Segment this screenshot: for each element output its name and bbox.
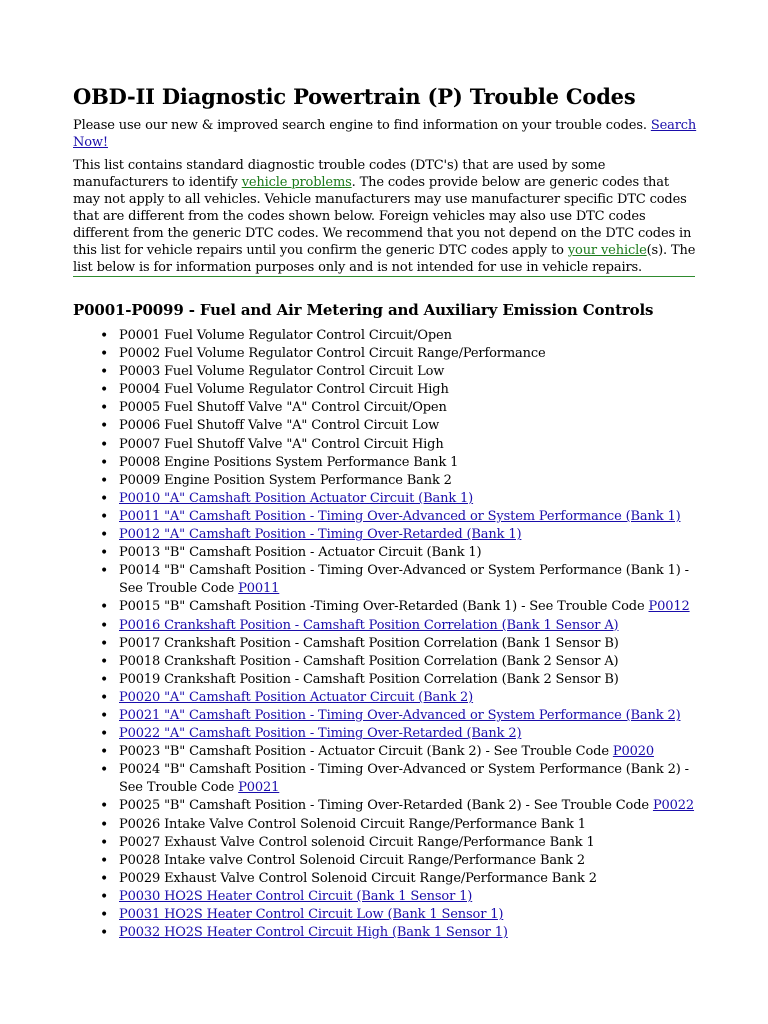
disclaimer-text-3: (s). The list below is for information purposes only and is not intended for use in vehicle repairs. <box>73 243 696 275</box>
your-vehicle-link[interactable]: your vehicle <box>567 243 647 258</box>
list-item <box>100 381 700 399</box>
trouble-code-link[interactable]: P0032 HO2S Heater Control Circuit High (Bank 1 Sensor 1) <box>119 925 508 941</box>
trouble-code-text: P0003 Fuel Volume Regulator Control Circuit Low <box>119 364 445 380</box>
trouble-code-text: P0019 Crankshaft Position - Camshaft Position Correlation (Bank 2 Sensor B) <box>119 671 619 687</box>
trouble-code-link[interactable]: P0010 "A" Camshaft Position Actuator Circuit (Bank 1) <box>119 490 474 506</box>
trouble-code-text: P0023 "B" Camshaft Position - Actuator Circuit (Bank 2) - See Trouble Code <box>119 744 613 760</box>
intro-paragraph <box>73 117 698 151</box>
intro-text: Please use our new & improved search engine to find information on your trouble codes. <box>73 118 647 133</box>
list-item <box>100 653 700 671</box>
list-item <box>100 562 700 598</box>
list-item <box>100 725 700 743</box>
trouble-code-text: P0027 Exhaust Valve Control solenoid Circuit Range/Performance Bank 1 <box>119 834 595 850</box>
list-item <box>100 888 700 906</box>
trouble-code-text: P0006 Fuel Shutoff Valve "A" Control Circuit Low <box>119 418 440 434</box>
list-item <box>100 797 700 815</box>
list-item <box>100 508 700 526</box>
list-item <box>100 671 700 689</box>
list-item <box>100 363 700 381</box>
trouble-code-link[interactable]: P0021 "A" Camshaft Position - Timing Over-Advanced or System Performance (Bank 2) <box>119 707 681 723</box>
page-title: OBD-II Diagnostic Powertrain (P) Trouble Codes <box>73 84 636 109</box>
trouble-code-text: P0017 Crankshaft Position - Camshaft Position Correlation (Bank 1 Sensor B) <box>119 635 619 651</box>
trouble-code-list <box>100 327 700 942</box>
list-item <box>100 852 700 870</box>
trouble-code-text: P0002 Fuel Volume Regulator Control Circuit Range/Performance <box>119 346 546 362</box>
list-item <box>100 870 700 888</box>
trouble-code-link[interactable]: P0011 "A" Camshaft Position - Timing Over-Advanced or System Performance (Bank 1) <box>119 508 681 524</box>
trouble-code-text: P0026 Intake Valve Control Solenoid Circuit Range/Performance Bank 1 <box>119 816 586 832</box>
list-item <box>100 454 700 472</box>
see-trouble-code-link[interactable]: P0021 <box>238 780 280 796</box>
list-item <box>100 345 700 363</box>
list-item <box>100 924 700 942</box>
trouble-code-text: P0029 Exhaust Valve Control Solenoid Circuit Range/Performance Bank 2 <box>119 870 597 886</box>
trouble-code-text: P0007 Fuel Shutoff Valve "A" Control Circuit High <box>119 436 444 452</box>
search-now-link[interactable]: Search Now! <box>73 118 697 150</box>
trouble-code-text: P0018 Crankshaft Position - Camshaft Position Correlation (Bank 2 Sensor A) <box>119 653 619 669</box>
trouble-code-text: P0013 "B" Camshaft Position - Actuator Circuit (Bank 1) <box>119 545 482 561</box>
trouble-code-link[interactable]: P0016 Crankshaft Position - Camshaft Position Correlation (Bank 1 Sensor A) <box>119 617 619 633</box>
list-item <box>100 544 700 562</box>
list-item <box>100 472 700 490</box>
list-item <box>100 707 700 725</box>
see-trouble-code-link[interactable]: P0011 <box>238 581 280 597</box>
list-item <box>100 490 700 508</box>
list-item <box>100 598 700 616</box>
trouble-code-link[interactable]: P0022 "A" Camshaft Position - Timing Over-Retarded (Bank 2) <box>119 726 522 742</box>
trouble-code-text: P0004 Fuel Volume Regulator Control Circuit High <box>119 382 449 398</box>
trouble-code-text: P0014 "B" Camshaft Position - Timing Over-Advanced or System Performance (Bank 1) - See Trouble Code <box>119 563 689 597</box>
see-trouble-code-link[interactable]: P0012 <box>648 599 690 615</box>
list-item <box>100 436 700 454</box>
trouble-code-link[interactable]: P0030 HO2S Heater Control Circuit (Bank 1 Sensor 1) <box>119 888 473 904</box>
disclaimer-text-1: This list contains standard diagnostic trouble codes (DTC's) that are used by some manufacturers to identify <box>73 158 606 190</box>
trouble-code-link[interactable]: P0020 "A" Camshaft Position Actuator Circuit (Bank 2) <box>119 689 474 705</box>
trouble-code-text: P0008 Engine Positions System Performance Bank 1 <box>119 454 459 470</box>
list-item <box>100 399 700 417</box>
trouble-code-text: P0025 "B" Camshaft Position - Timing Over-Retarded (Bank 2) - See Trouble Code <box>119 798 653 814</box>
disclaimer-paragraph <box>73 157 698 276</box>
trouble-code-link[interactable]: P0031 HO2S Heater Control Circuit Low (Bank 1 Sensor 1) <box>119 907 504 922</box>
section-divider <box>73 276 695 277</box>
trouble-code-link[interactable]: P0012 "A" Camshaft Position - Timing Over-Retarded (Bank 1) <box>119 527 522 543</box>
vehicle-problems-link[interactable]: vehicle problems <box>241 175 352 190</box>
trouble-code-text: P0015 "B" Camshaft Position -Timing Over-Retarded (Bank 1) - See Trouble Code <box>119 599 649 615</box>
list-item <box>100 743 700 761</box>
list-item <box>100 906 700 924</box>
trouble-code-text: P0009 Engine Position System Performance Bank 2 <box>119 472 452 488</box>
list-item <box>100 834 700 852</box>
see-trouble-code-link[interactable]: P0020 <box>612 744 654 760</box>
list-item <box>100 635 700 653</box>
list-item <box>100 689 700 707</box>
section-title: P0001-P0099 - Fuel and Air Metering and Auxiliary Emission Controls <box>73 301 654 319</box>
list-item <box>100 761 700 797</box>
list-item <box>100 526 700 544</box>
list-item <box>100 327 700 345</box>
disclaimer-text-2: . The codes provide below are generic codes that may not apply to all vehicles. Vehicle manufacturers may use manufacturer specific DTC codes that are different from the codes shown below. Foreign vehicles may also use DTC codes different from the generic DTC codes. We recommend that you not depend on the DTC codes in this list for vehicle repairs until you confirm the generic DTC codes apply to <box>73 175 692 258</box>
list-item <box>100 417 700 435</box>
trouble-code-text: P0024 "B" Camshaft Position - Timing Over-Advanced or System Performance (Bank 2) - See Trouble Code <box>119 762 689 796</box>
trouble-code-text: P0005 Fuel Shutoff Valve "A" Control Circuit/Open <box>119 400 447 416</box>
list-item <box>100 816 700 834</box>
trouble-code-text: P0028 Intake valve Control Solenoid Circuit Range/Performance Bank 2 <box>119 852 585 868</box>
trouble-code-text: P0001 Fuel Volume Regulator Control Circuit/Open <box>119 328 452 343</box>
list-item <box>100 617 700 635</box>
see-trouble-code-link[interactable]: P0022 <box>652 798 695 814</box>
